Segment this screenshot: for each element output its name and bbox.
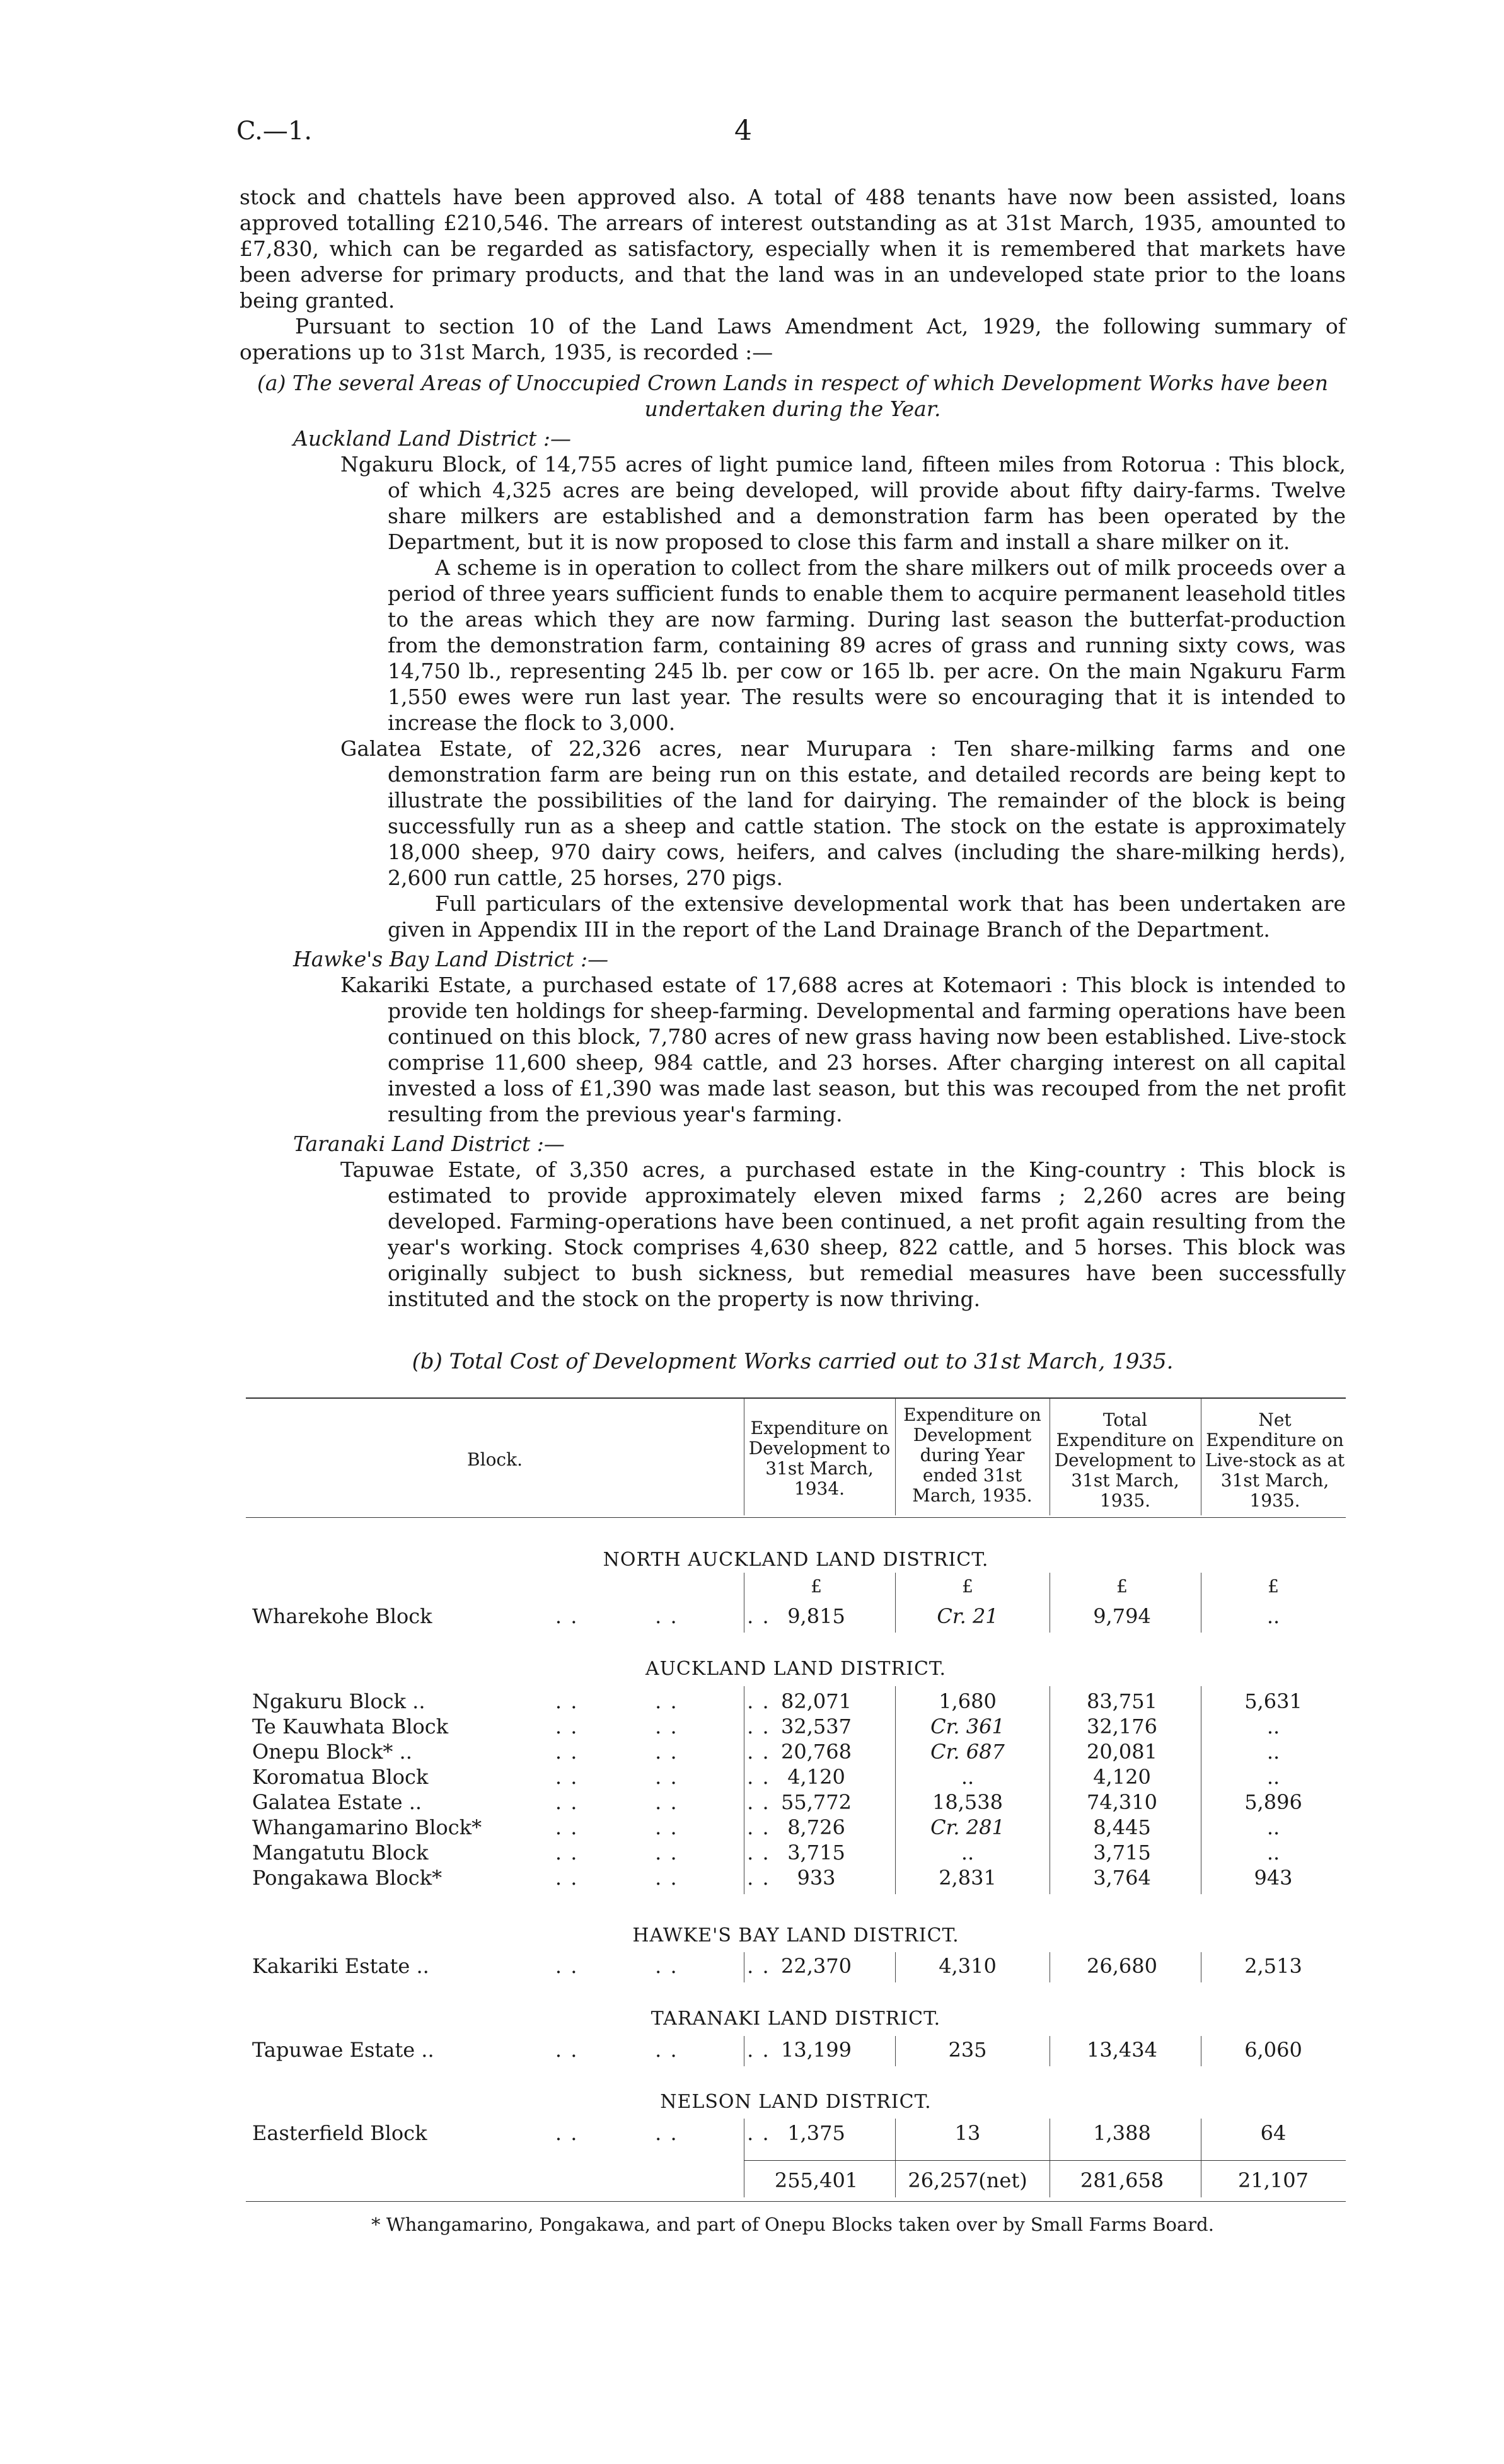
unit-label: £: [962, 1576, 973, 1597]
cell-expenditure-1934: 13,199: [781, 2038, 852, 2062]
row-block-name: Ngakuru Block ..: [252, 1689, 425, 1713]
cell-expenditure-year: ..: [961, 1765, 975, 1789]
cell-net-livestock: 64: [1260, 2121, 1287, 2145]
cell-total-expenditure: 4,120: [1093, 1765, 1151, 1789]
leader-dots: . . . . . .: [517, 1765, 770, 1789]
cell-net-livestock: ..: [1266, 1604, 1280, 1628]
table-row: [246, 1954, 1346, 1978]
cell-total-expenditure: 9,794: [1093, 1604, 1151, 1628]
row-block-name: Koromatua Block: [252, 1765, 429, 1789]
cell-total-expenditure: 3,764: [1093, 1866, 1151, 1890]
table-row: [246, 1790, 1346, 1814]
district-heading-hawkes-bay: Hawke's Bay Land District :—: [293, 947, 609, 971]
table-row: [246, 1841, 1346, 1865]
cell-net-livestock: ..: [1266, 1841, 1280, 1865]
cell-net-livestock: 6,060: [1244, 2038, 1302, 2062]
cell-net-livestock: ..: [1266, 1740, 1280, 1764]
leader-dots: . . . . . .: [517, 1790, 770, 1814]
cell-net-livestock: 943: [1254, 1866, 1293, 1890]
cell-net-livestock: 5,896: [1244, 1790, 1302, 1814]
column-header-total-expenditure: Total Expenditure on Development to 31st March, 1935.: [1054, 1409, 1196, 1511]
report-reference: C.—1.: [236, 117, 313, 146]
entry-ngakuru: Ngakuru Block, of 14,755 acres of light pumice land, fifteen miles from Rotorua : This block, of which 4,325 acres are being developed, will provide about fifty dairy-farms. Twelve share milkers are established and a demonstration farm has been operated by the Department, but it is now proposed to close this farm and install a share milker on it.: [340, 452, 1346, 554]
cell-expenditure-year: 2,831: [939, 1866, 997, 1890]
district-auckland: AUCKLAND LAND DISTRICT.: [645, 1658, 947, 1680]
leader-dots: . . . . . .: [517, 1815, 770, 1839]
cell-net-livestock: 2,513: [1244, 1954, 1302, 1978]
row-block-name: Mangatutu Block: [252, 1841, 429, 1865]
cell-net-livestock: ..: [1266, 1715, 1280, 1738]
cell-total-expenditure: 13,434: [1087, 2038, 1157, 2062]
leader-dots: . . . . . .: [517, 2038, 770, 2062]
column-header-expenditure-1934: Expenditure on Development to 31st March, 1934.: [748, 1418, 891, 1499]
cell-expenditure-year: 13: [954, 2121, 981, 2145]
cell-net-livestock: 5,631: [1244, 1689, 1302, 1713]
leader-dots: . . . . . .: [517, 1740, 770, 1764]
cell-net-livestock: ..: [1266, 1815, 1280, 1839]
cell-total-expenditure: 83,751: [1087, 1689, 1157, 1713]
cell-total-expenditure: 32,176: [1087, 1715, 1157, 1738]
cell-net-livestock: ..: [1266, 1765, 1280, 1789]
leader-dots: . . . . . .: [517, 1689, 770, 1713]
row-block-name: Te Kauwhata Block: [252, 1715, 449, 1738]
table-row-total: [246, 2168, 1346, 2192]
cell-expenditure-year: 1,680: [939, 1689, 997, 1713]
cell-total-year: 26,257(net): [908, 2168, 1027, 2192]
table-row: [246, 2121, 1346, 2145]
table-row: [246, 1815, 1346, 1839]
table-row: [246, 1866, 1346, 1890]
section-heading-a: (a) The several Areas of Unoccupied Crown Lands in respect of which Development Works have been undertaken during the Year.: [257, 371, 1328, 421]
district-nelson: NELSON LAND DISTRICT.: [660, 2091, 932, 2113]
entry-galatea: Galatea Estate, of 22,326 acres, near Murupara : Ten share-milking farms and one demonstration farm are being run on this estate, and detailed records are being kept to illustrate the possibilities of the land for dairying. The remainder of the block is being successfully run as a sheep and cattle station. The stock on the estate is approximately 18,000 sheep, 970 dairy cows, heifers, and calves (including the share-milking herds), 2,600 run cattle, 25 horses, 270 pigs.: [340, 736, 1346, 890]
table-footnote: * Whangamarino, Pongakawa, and part of Onepu Blocks taken over by Small Farms Board.: [371, 2214, 1214, 2235]
cell-total-expenditure: 3,715: [1093, 1841, 1151, 1865]
cell-total-expenditure: 281,658: [1080, 2168, 1164, 2192]
leader-dots: . . . . . .: [517, 2121, 770, 2145]
cell-expenditure-year: Cr. 361: [930, 1715, 1005, 1738]
row-block-name: Kakariki Estate ..: [252, 1954, 429, 1978]
table-title: (b) Total Cost of Development Works carried out to 31st March, 1935.: [412, 1349, 1174, 1374]
cell-expenditure-1934: 9,815: [787, 1604, 845, 1628]
paragraph-loans: stock and chattels have been approved also. A total of 488 tenants have now been assisted, loans approved totalling £210,546. The arrears of interest outstanding as at 31st March, 1935, amounted to £7,830, which can be regarded as satisfactory, especially when it is remembered that markets have been adverse for primary products, and that the land was in an undeveloped state prior to the loans being granted.: [240, 185, 1346, 313]
cell-expenditure-1934: 55,772: [781, 1790, 852, 1814]
table-row: [246, 1604, 1346, 1628]
cell-total-expenditure: 8,445: [1093, 1815, 1151, 1839]
unit-label: £: [1116, 1576, 1128, 1597]
cell-total-expenditure: 1,388: [1093, 2121, 1151, 2145]
cell-total-net-livestock: 21,107: [1238, 2168, 1309, 2192]
row-block-name: Whangamarino Block*: [252, 1815, 482, 1839]
cell-expenditure-year: Cr. 281: [930, 1815, 1005, 1839]
district-heading-auckland: Auckland Land District :—: [293, 426, 572, 451]
cell-expenditure-1934: 933: [797, 1866, 836, 1890]
leader-dots: . . . . . .: [517, 1715, 770, 1738]
leader-dots: . . . . . .: [517, 1954, 770, 1978]
table-row: [246, 1689, 1346, 1713]
table-row: [246, 1765, 1346, 1789]
unit-label: £: [811, 1576, 822, 1597]
column-header-expenditure-year: Expenditure on Development during Year ended 31st March, 1935.: [903, 1404, 1041, 1506]
leader-dots: . . . . . .: [517, 1841, 770, 1865]
district-taranaki: TARANAKI LAND DISTRICT.: [651, 2008, 941, 2030]
table-row: [246, 2038, 1346, 2062]
row-block-name: Onepu Block* ..: [252, 1740, 412, 1764]
table-top-rule: [246, 1397, 1346, 1399]
cell-expenditure-1934: 82,071: [781, 1689, 852, 1713]
row-block-name: Galatea Estate ..: [252, 1790, 422, 1814]
entry-tapuwae: Tapuwae Estate, of 3,350 acres, a purchased estate in the King-country : This block is estimated to provide approximately eleven mixed farms ; 2,260 acres are being developed. Farming-operations have been continued, a net profit again resulting from the year's working. Stock comprises 4,630 sheep, 822 cattle, and 5 horses. This block was originally subject to bush sickness, but remedial measures have been successfully instituted and the stock on the property is now thriving.: [340, 1157, 1346, 1311]
cell-expenditure-year: Cr. 687: [930, 1740, 1005, 1764]
cell-total-expenditure: 26,680: [1087, 1954, 1157, 1978]
cell-expenditure-year: Cr. 21: [937, 1604, 998, 1628]
row-block-name: Wharekohe Block: [252, 1604, 432, 1628]
column-header-block: Block.: [467, 1449, 523, 1470]
cell-expenditure-year: ..: [961, 1841, 975, 1865]
cell-expenditure-1934: 1,375: [787, 2121, 845, 2145]
column-header-net-livestock: Net Expenditure on Live-stock as at 31st March, 1935.: [1205, 1409, 1345, 1511]
cell-expenditure-1934: 4,120: [787, 1765, 845, 1789]
row-block-name: Tapuwae Estate ..: [252, 2038, 434, 2062]
table-row: [246, 1715, 1346, 1738]
entry-kakariki: Kakariki Estate, a purchased estate of 17,688 acres at Kotemaori : This block is intended to provide ten holdings for sheep-farming. Developmental and farming operations have been continued on this block, 7,780 acres of new grass having now been established. Live-stock comprise 11,600 sheep, 984 cattle, and 23 horses. After charging interest on all capital invested a loss of £1,390 was made last season, but this was recouped from the net profit resulting from the previous year's farming.: [340, 973, 1346, 1126]
row-block-name: Easterfield Block: [252, 2121, 427, 2145]
cell-total-expenditure: 74,310: [1087, 1790, 1157, 1814]
district-north-auckland: NORTH AUCKLAND LAND DISTRICT.: [603, 1549, 989, 1571]
leader-dots: . . . . . .: [517, 1604, 770, 1628]
table-row: [246, 1740, 1346, 1764]
cell-expenditure-year: 4,310: [939, 1954, 997, 1978]
cell-expenditure-1934: 20,768: [781, 1740, 852, 1764]
cell-expenditure-1934: 8,726: [787, 1815, 845, 1839]
cell-expenditure-1934: 32,537: [781, 1715, 852, 1738]
cell-expenditure-year: 18,538: [932, 1790, 1003, 1814]
total-rule: [744, 2160, 1346, 2161]
page-number: 4: [734, 115, 752, 147]
entry-galatea-continued: Full particulars of the extensive developmental work that has been undertaken are given in Appendix III in the report of the Land Drainage Branch of the Department.: [388, 891, 1346, 942]
header-bottom-rule: [246, 1517, 1346, 1518]
cell-expenditure-1934: 22,370: [781, 1954, 852, 1978]
cell-total-1934: 255,401: [774, 2168, 859, 2192]
header-divider: [895, 1399, 896, 1515]
cell-expenditure-year: 235: [948, 2038, 987, 2062]
body-text: [240, 184, 1346, 1312]
table-bottom-rule: [246, 2201, 1346, 2202]
unit-label: £: [1268, 1576, 1279, 1597]
district-heading-taranaki: Taranaki Land District :—: [293, 1131, 565, 1156]
cell-expenditure-1934: 3,715: [787, 1841, 845, 1865]
row-block-name: Pongakawa Block*: [252, 1866, 443, 1890]
entry-ngakuru-continued: A scheme is in operation to collect from the share milkers out of milk proceeds over a period of three years sufficient funds to enable them to acquire permanent leasehold titles to the areas which they are now farming. During last season the butterfat-production from the demonstration farm, containing 89 acres of grass and running sixty cows, was 14,750 lb., representing 245 lb. per cow or 165 lb. per acre. On the main Ngakuru Farm 1,550 ewes were run last year. The results were so encouraging that it is intended to increase the flock to 3,000.: [388, 555, 1346, 735]
district-hawkes-bay: HAWKE'S BAY LAND DISTRICT.: [632, 1924, 959, 1946]
cell-total-expenditure: 20,081: [1087, 1740, 1157, 1764]
paragraph-summary-intro: Pursuant to section 10 of the Land Laws Amendment Act, 1929, the following summary of operations up to 31st March, 1935, is recorded :—: [240, 314, 1346, 364]
leader-dots: . . . . . .: [517, 1866, 770, 1890]
